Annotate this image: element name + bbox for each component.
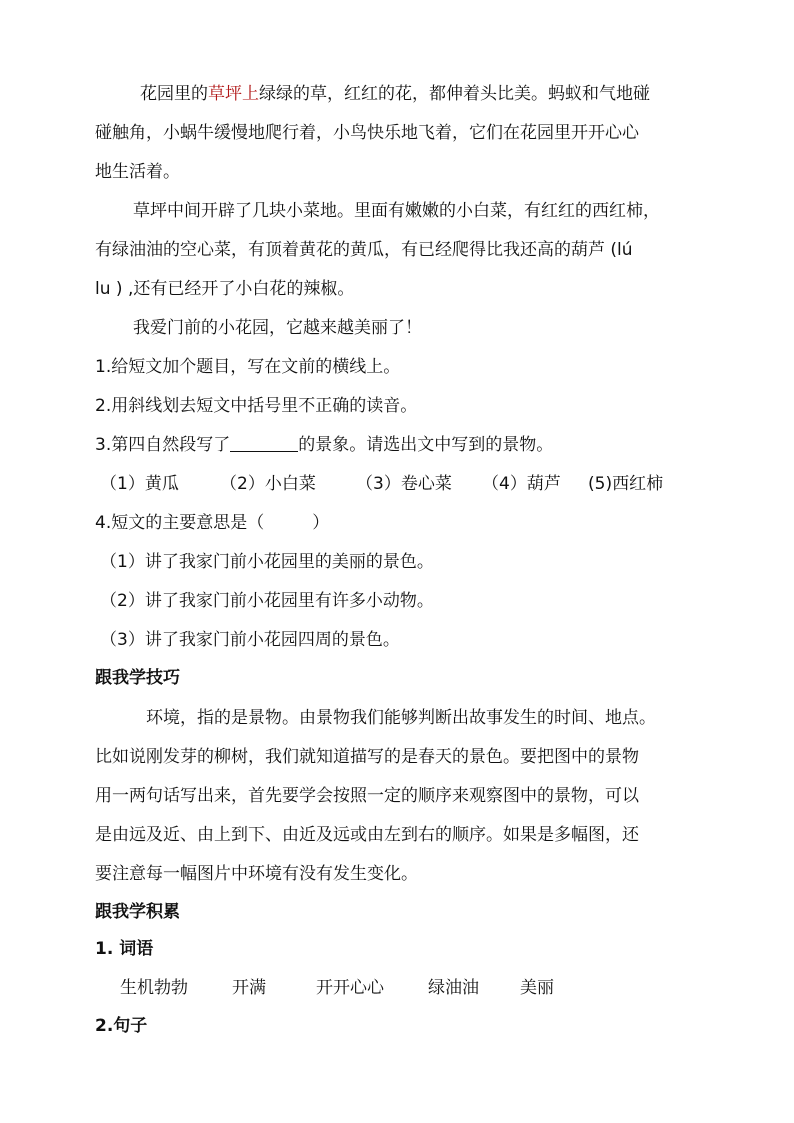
- skills-line: 用一两句话写出来，首先要学会按照一定的顺序来观察图中的景物，可以: [95, 786, 639, 806]
- question-3: [95, 433, 553, 457]
- option-item: （4）葫芦: [482, 474, 561, 494]
- passage-text: 花园里的: [140, 84, 208, 104]
- question-4-option: （3）讲了我家门前小花园四周的景色。: [100, 630, 400, 650]
- question-4: [95, 511, 329, 535]
- option-item: （2）小白菜: [220, 474, 316, 494]
- word-item: 开满: [232, 978, 266, 998]
- question-1: 1.给短文加个题目，写在文前的横线上。: [95, 357, 401, 377]
- question-4-text: ）: [312, 513, 330, 533]
- highlighted-word: 草坪上: [208, 84, 259, 104]
- words-heading: 1. 词语: [95, 939, 154, 959]
- skills-line: 要注意每一幅图片中环境有没有发生变化。: [95, 864, 418, 884]
- passage-p2-line3: lu ) ,还有已经开了小白花的辣椒。: [95, 279, 355, 299]
- word-list: [120, 976, 554, 1000]
- question-3-options: [100, 472, 663, 496]
- passage-p2-line1: 草坪中间开辟了几块小菜地。里面有嫩嫩的小白菜，有红红的西红柿，: [133, 201, 660, 221]
- accumulate-heading: 跟我学积累: [95, 902, 180, 922]
- option-item: （1）黄瓜: [100, 474, 179, 494]
- skills-line: 是由远及近、由上到下、由近及远或由左到右的顺序。如果是多幅图，还: [95, 825, 639, 845]
- option-item: （3）卷心菜: [356, 474, 452, 494]
- passage-text: 绿绿的草，红红的花，都伸着头比美。蚂蚁和气地碰: [259, 84, 650, 104]
- question-4-option: （2）讲了我家门前小花园里有许多小动物。: [100, 591, 434, 611]
- skills-line: 比如说刚发芽的柳树，我们就知道描写的是春天的景色。要把图中的景物: [95, 747, 639, 767]
- question-2: 2.用斜线划去短文中括号里不正确的读音。: [95, 396, 418, 416]
- word-item: 开开心心: [316, 978, 384, 998]
- word-item: 美丽: [520, 978, 554, 998]
- skills-heading: 跟我学技巧: [95, 668, 180, 688]
- passage-p1-line2: 碰触角，小蜗牛缓慢地爬行着，小鸟快乐地飞着，它们在花园里开开心心: [95, 123, 639, 143]
- question-3-text: 3.第四自然段写了: [95, 435, 231, 455]
- answer-blank[interactable]: [230, 435, 298, 452]
- question-3-text: 的景象。请选出文中写到的景物。: [298, 435, 554, 455]
- passage-p2-line2: 有绿油油的空心菜，有顶着黄花的黄瓜，有已经爬得比我还高的葫芦 (lú: [95, 240, 633, 260]
- word-item: 绿油油: [428, 978, 479, 998]
- word-item: 生机勃勃: [120, 978, 188, 998]
- question-4-option: （1）讲了我家门前小花园里的美丽的景色。: [100, 552, 434, 572]
- passage-p3: 我爱门前的小花园，它越来越美丽了！: [133, 318, 422, 338]
- passage-p1-line1: [140, 82, 650, 106]
- sentences-heading: 2.句子: [95, 1016, 148, 1036]
- question-4-text: 4.短文的主要意思是（: [95, 513, 265, 533]
- passage-p1-line3: 地生活着。: [95, 162, 180, 182]
- skills-line: 环境，指的是景物。由景物我们能够判断出故事发生的时间、地点。: [146, 708, 656, 728]
- option-item: (5)西红柿: [588, 474, 664, 494]
